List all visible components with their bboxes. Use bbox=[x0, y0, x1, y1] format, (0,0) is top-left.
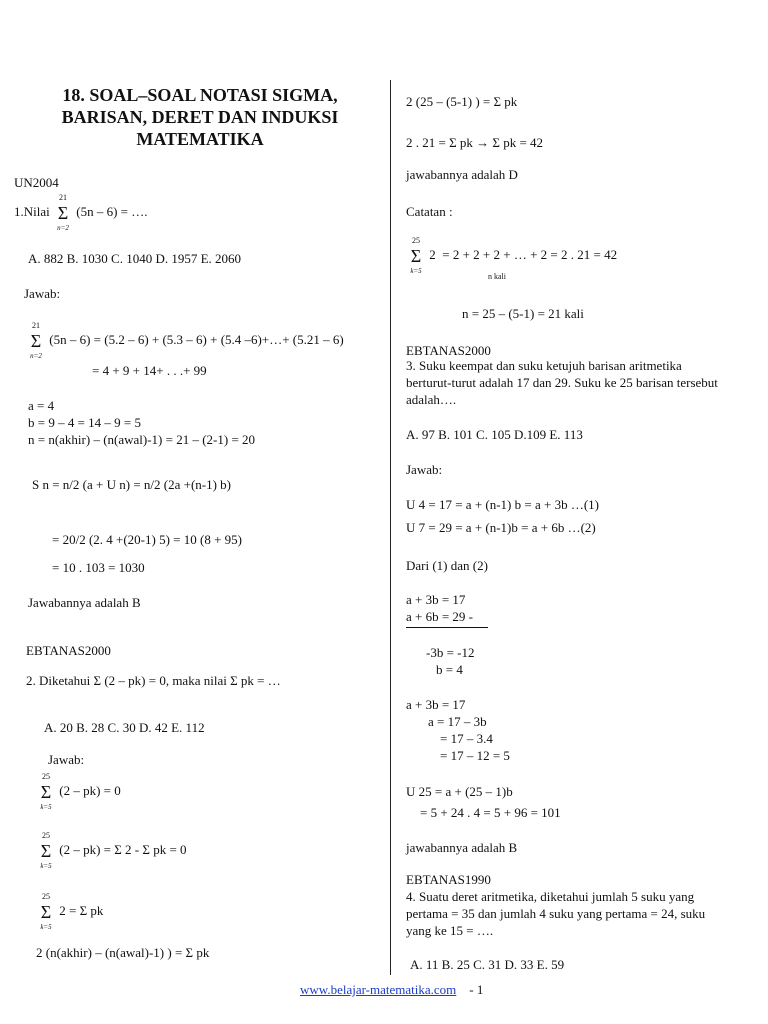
source-label-ebtanas1990: EBTANAS1990 bbox=[406, 872, 491, 887]
source-label-ebtanas2000-b: EBTANAS2000 bbox=[406, 343, 491, 358]
catatan-n: n = 25 – (5-1) = 21 kali bbox=[462, 306, 584, 321]
question-3-line3: adalah…. bbox=[406, 392, 457, 407]
sigma-symbol: Σ 21 n=2 bbox=[57, 192, 69, 232]
answer-2: jawabannya adalah D bbox=[406, 167, 518, 182]
elim-line7: = 17 – 3.4 bbox=[440, 731, 493, 746]
q1-prefix: 1.Nilai bbox=[14, 204, 50, 219]
jawab-label-2: Jawab: bbox=[48, 752, 85, 767]
sigma-symbol: Σ 25 k=5 bbox=[40, 891, 52, 931]
work1-line1: Σ 21 n=2 (5n – 6) = (5.2 – 6) + (5.3 – 6) + (5.4 –6)+…+ (5.21 – 6) bbox=[26, 332, 344, 349]
q1-options: A. 882 B. 1030 C. 1040 D. 1957 E. 2060 bbox=[28, 251, 242, 266]
page-title-line-3: MATEMATIKA bbox=[136, 129, 264, 149]
u25-equation: U 25 = a + (25 – 1)b bbox=[406, 784, 513, 799]
work1-n: n = n(akhir) – (n(awal)-1) = 21 – (2-1) = 20 bbox=[28, 432, 256, 447]
work1-line2: = 4 + 9 + 14+ . . .+ 99 bbox=[92, 363, 207, 378]
elim-line6: a = 17 – 3b bbox=[428, 714, 487, 729]
dari-label: Dari (1) dan (2) bbox=[406, 558, 488, 573]
catatan-label: Catatan : bbox=[406, 204, 453, 219]
jawab-label-1: Jawab: bbox=[24, 286, 61, 301]
sigma-symbol: Σ 25 k=5 bbox=[40, 771, 52, 811]
right-work-line2: 2 . 21 = Σ pk → Σ pk = 42 bbox=[406, 135, 544, 150]
work1-calc-1: = 20/2 (2. 4 +(20-1) 5) = 10 (8 + 95) bbox=[52, 532, 242, 547]
footer bbox=[300, 982, 483, 998]
question-2: 2. Diketahui Σ (2 – pk) = 0, maka nilai Σ pk = … bbox=[26, 673, 281, 688]
q2-options: A. 20 B. 28 C. 30 D. 42 E. 112 bbox=[44, 720, 205, 735]
source-label-un2004: UN2004 bbox=[14, 175, 59, 190]
question-3-line2: berturut-turut adalah 17 dan 29. Suku ke 25 barisan tersebut bbox=[406, 375, 718, 390]
footer-link[interactable]: www.belajar-matematika.com bbox=[300, 982, 457, 997]
elim-line1: a + 3b = 17 bbox=[406, 592, 466, 607]
work1-sn-formula: S n = n/2 (a + U n) = n/2 (2a +(n-1) b) bbox=[32, 477, 232, 492]
work1-a: a = 4 bbox=[28, 398, 55, 413]
work2-line4: 2 (n(akhir) – (n(awal)-1) ) = Σ pk bbox=[36, 945, 210, 960]
work1-b: b = 9 – 4 = 14 – 9 = 5 bbox=[28, 415, 141, 430]
u7-equation: U 7 = 29 = a + (n-1)b = a + 6b …(2) bbox=[406, 520, 596, 535]
answer-3: jawabannya adalah B bbox=[406, 840, 518, 855]
work2-line2: Σ 25 k=5 (2 – pk) = Σ 2 - Σ pk = 0 bbox=[36, 842, 187, 859]
work1-calc-2: = 10 . 103 = 1030 bbox=[52, 560, 145, 575]
q3-options: A. 97 B. 101 C. 105 D.109 E. 113 bbox=[406, 427, 583, 442]
elim-line2: a + 6b = 29 - bbox=[406, 609, 474, 624]
elim-line5: a + 3b = 17 bbox=[406, 697, 466, 712]
elim-line3: -3b = -12 bbox=[426, 645, 475, 660]
jawab-label-3: Jawab: bbox=[406, 462, 443, 477]
question-4-line3: yang ke 15 = …. bbox=[406, 923, 494, 938]
q1-expression: (5n – 6) = …. bbox=[76, 204, 148, 219]
q4-options: A. 11 B. 25 C. 31 D. 33 E. 59 bbox=[410, 957, 565, 972]
subtraction-rule bbox=[406, 627, 488, 628]
elim-line8: = 17 – 12 = 5 bbox=[440, 748, 510, 763]
answer-1: Jawabannya adalah B bbox=[28, 595, 141, 610]
work2-line1: Σ 25 k=5 (2 – pk) = 0 bbox=[36, 783, 121, 800]
page-title-line-2: BARISAN, DERET DAN INDUKSI bbox=[61, 107, 339, 127]
work2-line3: Σ 25 k=5 2 = Σ pk bbox=[36, 903, 103, 920]
elim-line4: b = 4 bbox=[436, 662, 463, 677]
catatan-brace-label: n kali bbox=[488, 272, 506, 281]
page-number: - 1 bbox=[469, 982, 484, 997]
right-work-line1: 2 (25 – (5-1) ) = Σ pk bbox=[406, 94, 518, 109]
source-label-ebtanas2000-a: EBTANAS2000 bbox=[26, 643, 111, 658]
u4-equation: U 4 = 17 = a + (n-1) b = a + 3b …(1) bbox=[406, 497, 599, 512]
sigma-symbol: Σ 25 k=5 bbox=[410, 235, 422, 275]
page-title-line-1: 18. SOAL–SOAL NOTASI SIGMA, bbox=[62, 85, 338, 105]
sigma-symbol: Σ 21 n=2 bbox=[30, 320, 42, 360]
question-3-line1: 3. Suku keempat dan suku ketujuh barisan aritmetika bbox=[406, 358, 682, 373]
u25-calc: = 5 + 24 . 4 = 5 + 96 = 101 bbox=[420, 805, 561, 820]
question-1 bbox=[14, 192, 148, 232]
column-divider bbox=[390, 80, 391, 975]
question-4-line1: 4. Suatu deret aritmetika, diketahui jumlah 5 suku yang bbox=[406, 889, 695, 904]
catatan-line: Σ 25 k=5 2 = 2 + 2 + 2 + … + 2 = 2 . 21 = 42 bbox=[406, 247, 617, 264]
question-4-line2: pertama = 35 dan jumlah 4 suku yang pertama = 24, suku bbox=[406, 906, 706, 921]
sigma-symbol: Σ 25 k=5 bbox=[40, 830, 52, 870]
